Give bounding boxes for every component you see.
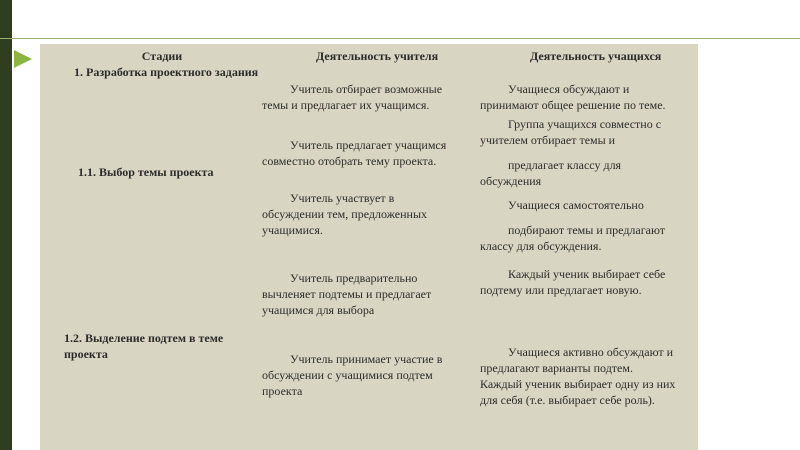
text-line: классу для обсуждения.: [480, 239, 602, 253]
text-line: Учащиеся самостоятельно: [508, 198, 644, 212]
project-stages-table: [40, 44, 698, 450]
text-line: совместно отобрать тему проекта.: [262, 154, 437, 168]
text-line: проекта: [64, 347, 108, 361]
stage-1-title: 1. Разработка проектного задания: [74, 65, 259, 79]
arrow-bullet-icon: [14, 50, 32, 68]
text-line: Учащиеся обсуждают и: [508, 82, 630, 96]
text-line: учащимся для выбора: [262, 303, 375, 317]
text-line: предлагают варианты подтем.: [480, 361, 633, 375]
text-line: Учитель предварительно: [290, 271, 418, 285]
text-line: для себя (т.е. выбирает себе роль).: [480, 393, 655, 407]
text-line: учителем отбирает темы и: [480, 133, 616, 147]
text-line: 1.2. Выделение подтем в теме: [64, 331, 224, 345]
header-stages: Стадии: [141, 49, 183, 63]
header-teacher-activity: Деятельность учителя: [316, 49, 439, 63]
text-line: предлагает классу для: [508, 158, 622, 172]
text-line: Учитель отбирает возможные: [290, 82, 443, 96]
text-line: обсуждении с учащимися подтем: [262, 368, 433, 382]
text-line: Учитель предлагает учащимся: [290, 138, 447, 152]
text-line: принимают общее решение по теме.: [480, 98, 666, 112]
text-line: Каждый ученик выбирает себе: [508, 267, 666, 281]
text-line: проекта: [262, 384, 303, 398]
text-line: обсуждения: [480, 174, 542, 188]
text-line: вычленяет подтемы и предлагает: [262, 287, 432, 301]
top-divider-line: [0, 38, 800, 39]
text-line: учащимися.: [262, 223, 323, 237]
text-line: подбирают темы и предлагают: [508, 223, 666, 237]
text-line: темы и предлагает их учащимся.: [262, 98, 430, 112]
text-line: Группа учащихся совместно с: [508, 117, 662, 131]
text-line: Учитель участвует в: [290, 191, 395, 205]
text-line: обсуждении тем, предложенных: [262, 207, 428, 221]
header-student-activity: Деятельность учащихся: [530, 49, 662, 63]
stage-1-1-title: 1.1. Выбор темы проекта: [78, 165, 214, 179]
text-line: Учащиеся активно обсуждают и: [508, 345, 674, 359]
text-line: Учитель принимает участие в: [290, 352, 443, 366]
text-line: подтему или предлагает новую.: [480, 283, 642, 297]
left-accent-bar: [0, 0, 12, 450]
text-line: Каждый ученик выбирает одну из них: [480, 377, 676, 391]
